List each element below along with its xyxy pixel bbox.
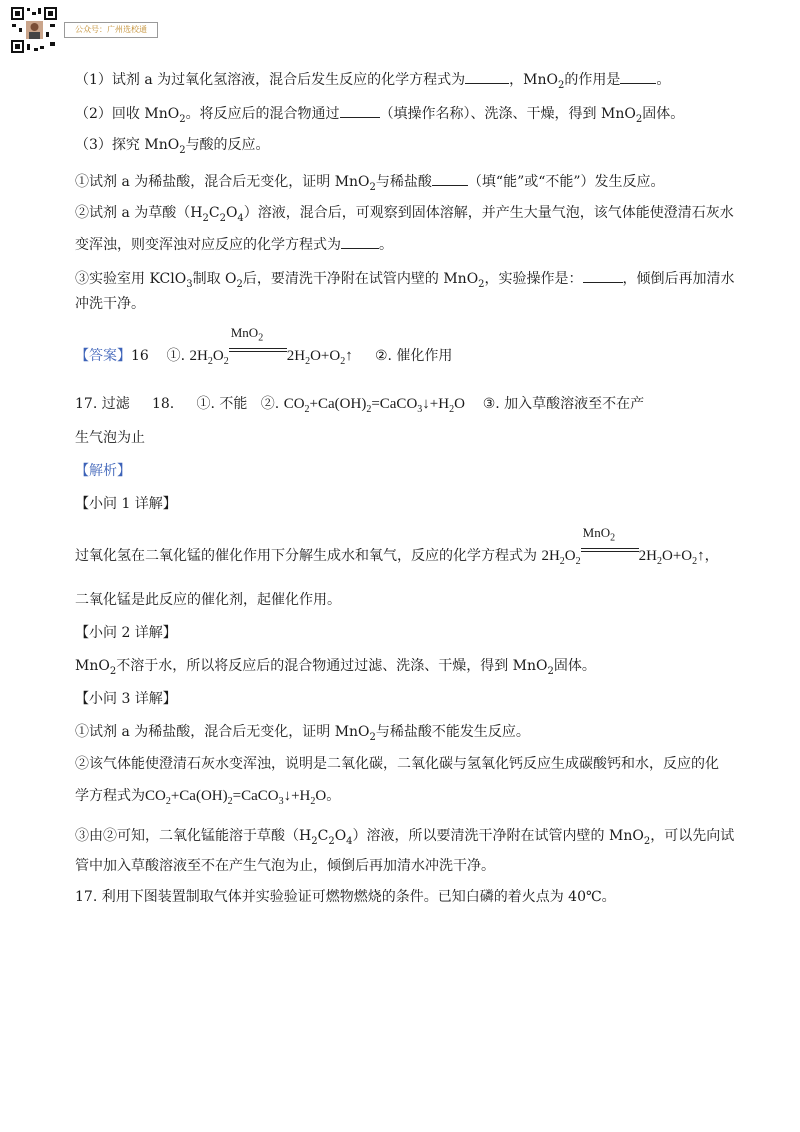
q1-line: （1）试剂 a 为过氧化氢溶液，混合后发生反应的化学方程式为 ，MnO$_2$的作用是 。 (75, 67, 670, 96)
q3-3-line: ③实验室用 KClO$_3$制取 $O_2$后，要清洗干净附在试管内壁的 MnO$_2$，实验操作是： ，倾倒后再加清水 (75, 266, 735, 295)
section-3-line-1: ①试剂 a 为稀盐酸，混合后无变化，证明 MnO$_2$与稀盐酸不能发生反应。 (75, 724, 530, 743)
analysis-label: 【解析】 (75, 463, 131, 479)
q3-line: （3）探究 MnO$_2$与酸的反应。 (75, 137, 270, 156)
answer-label: 【答案】 (75, 348, 131, 364)
section-1-line-b: 二氧化锰是此反应的催化剂，起催化作用。 (75, 592, 341, 608)
q3-3-line-b: 冲洗干净。 (75, 296, 145, 312)
brand-label: 公众号：广州选校通 (64, 22, 158, 38)
q3-2-line: ②试剂 a 为草酸$(H_2C_2O_4)$溶液，混合后，可观察到固体溶解，并产生大量气泡，该气体能使澄清石灰水 (75, 205, 734, 224)
answer-line: 【答案】16 ①. $2H_2O_2$ MnO$_2$ $2H_2O+O_2↑$ ②. 催化作用 (75, 325, 453, 367)
q3-1-line: ①试剂 a 为稀盐酸，混合后无变化，证明 MnO$_2$与稀盐酸 （填“能”或“不能”）发生反应。 (75, 169, 665, 198)
q3-2-line-b: 变浑浊，则变浑浊对应反应的化学方程式为 。 (75, 232, 393, 255)
qr-code (10, 6, 58, 54)
answer-18-line-b: 生气泡为止 (75, 430, 145, 446)
q17-line: 17. 利用下图装置制取气体并实验验证可燃物燃烧的条件。已知白磷的着火点为 40℃。 (75, 889, 616, 905)
section-3-line-2b: 学方程式为$CO_2+Ca(OH)_2=CaCO_3↓+H_2O$。 (75, 788, 341, 807)
section-1-heading: 【小问 1 详解】 (75, 496, 177, 512)
section-2-heading: 【小问 2 详解】 (75, 625, 177, 641)
answer-17-18-line: 17. 过滤 18. ①. 不能 ②. $CO_2+Ca(OH)_2=CaCO_3↓+H_2O$ ③. 加入草酸溶液至不在产 (75, 396, 645, 415)
section-2-line: MnO$_2$不溶于水，所以将反应后的混合物通过过滤、洗涤、干燥，得到 MnO$_2$固体。 (75, 658, 596, 677)
section-3-line-2: ②该气体能使澄清石灰水变浑浊，说明是二氧化碳，二氧化碳与氢氧化钙反应生成碳酸钙和水，反应的化 (75, 756, 719, 772)
section-3-line-3: ③由②可知，二氧化锰能溶于草酸$(H_2C_2O_4)$溶液，所以要清洗干净附在试管内壁的 MnO$_2$，可以先向试 (75, 828, 735, 847)
section-3-line-3b: 管中加入草酸溶液至不在产生气泡为止，倾倒后再加清水冲洗干净。 (75, 858, 495, 874)
section-1-line: 过氧化氢在二氧化锰的催化作用下分解生成水和氧气，反应的化学方程式为 $2H_2O_2$ MnO$_2$ $2H_2O+O_2↑$， (75, 525, 719, 567)
q2-line: （2）回收 MnO$_2$。将反应后的混合物通过 （填操作名称）、洗涤、干燥，得到 MnO$_2$固体。 (75, 101, 684, 130)
section-3-heading: 【小问 3 详解】 (75, 691, 177, 707)
